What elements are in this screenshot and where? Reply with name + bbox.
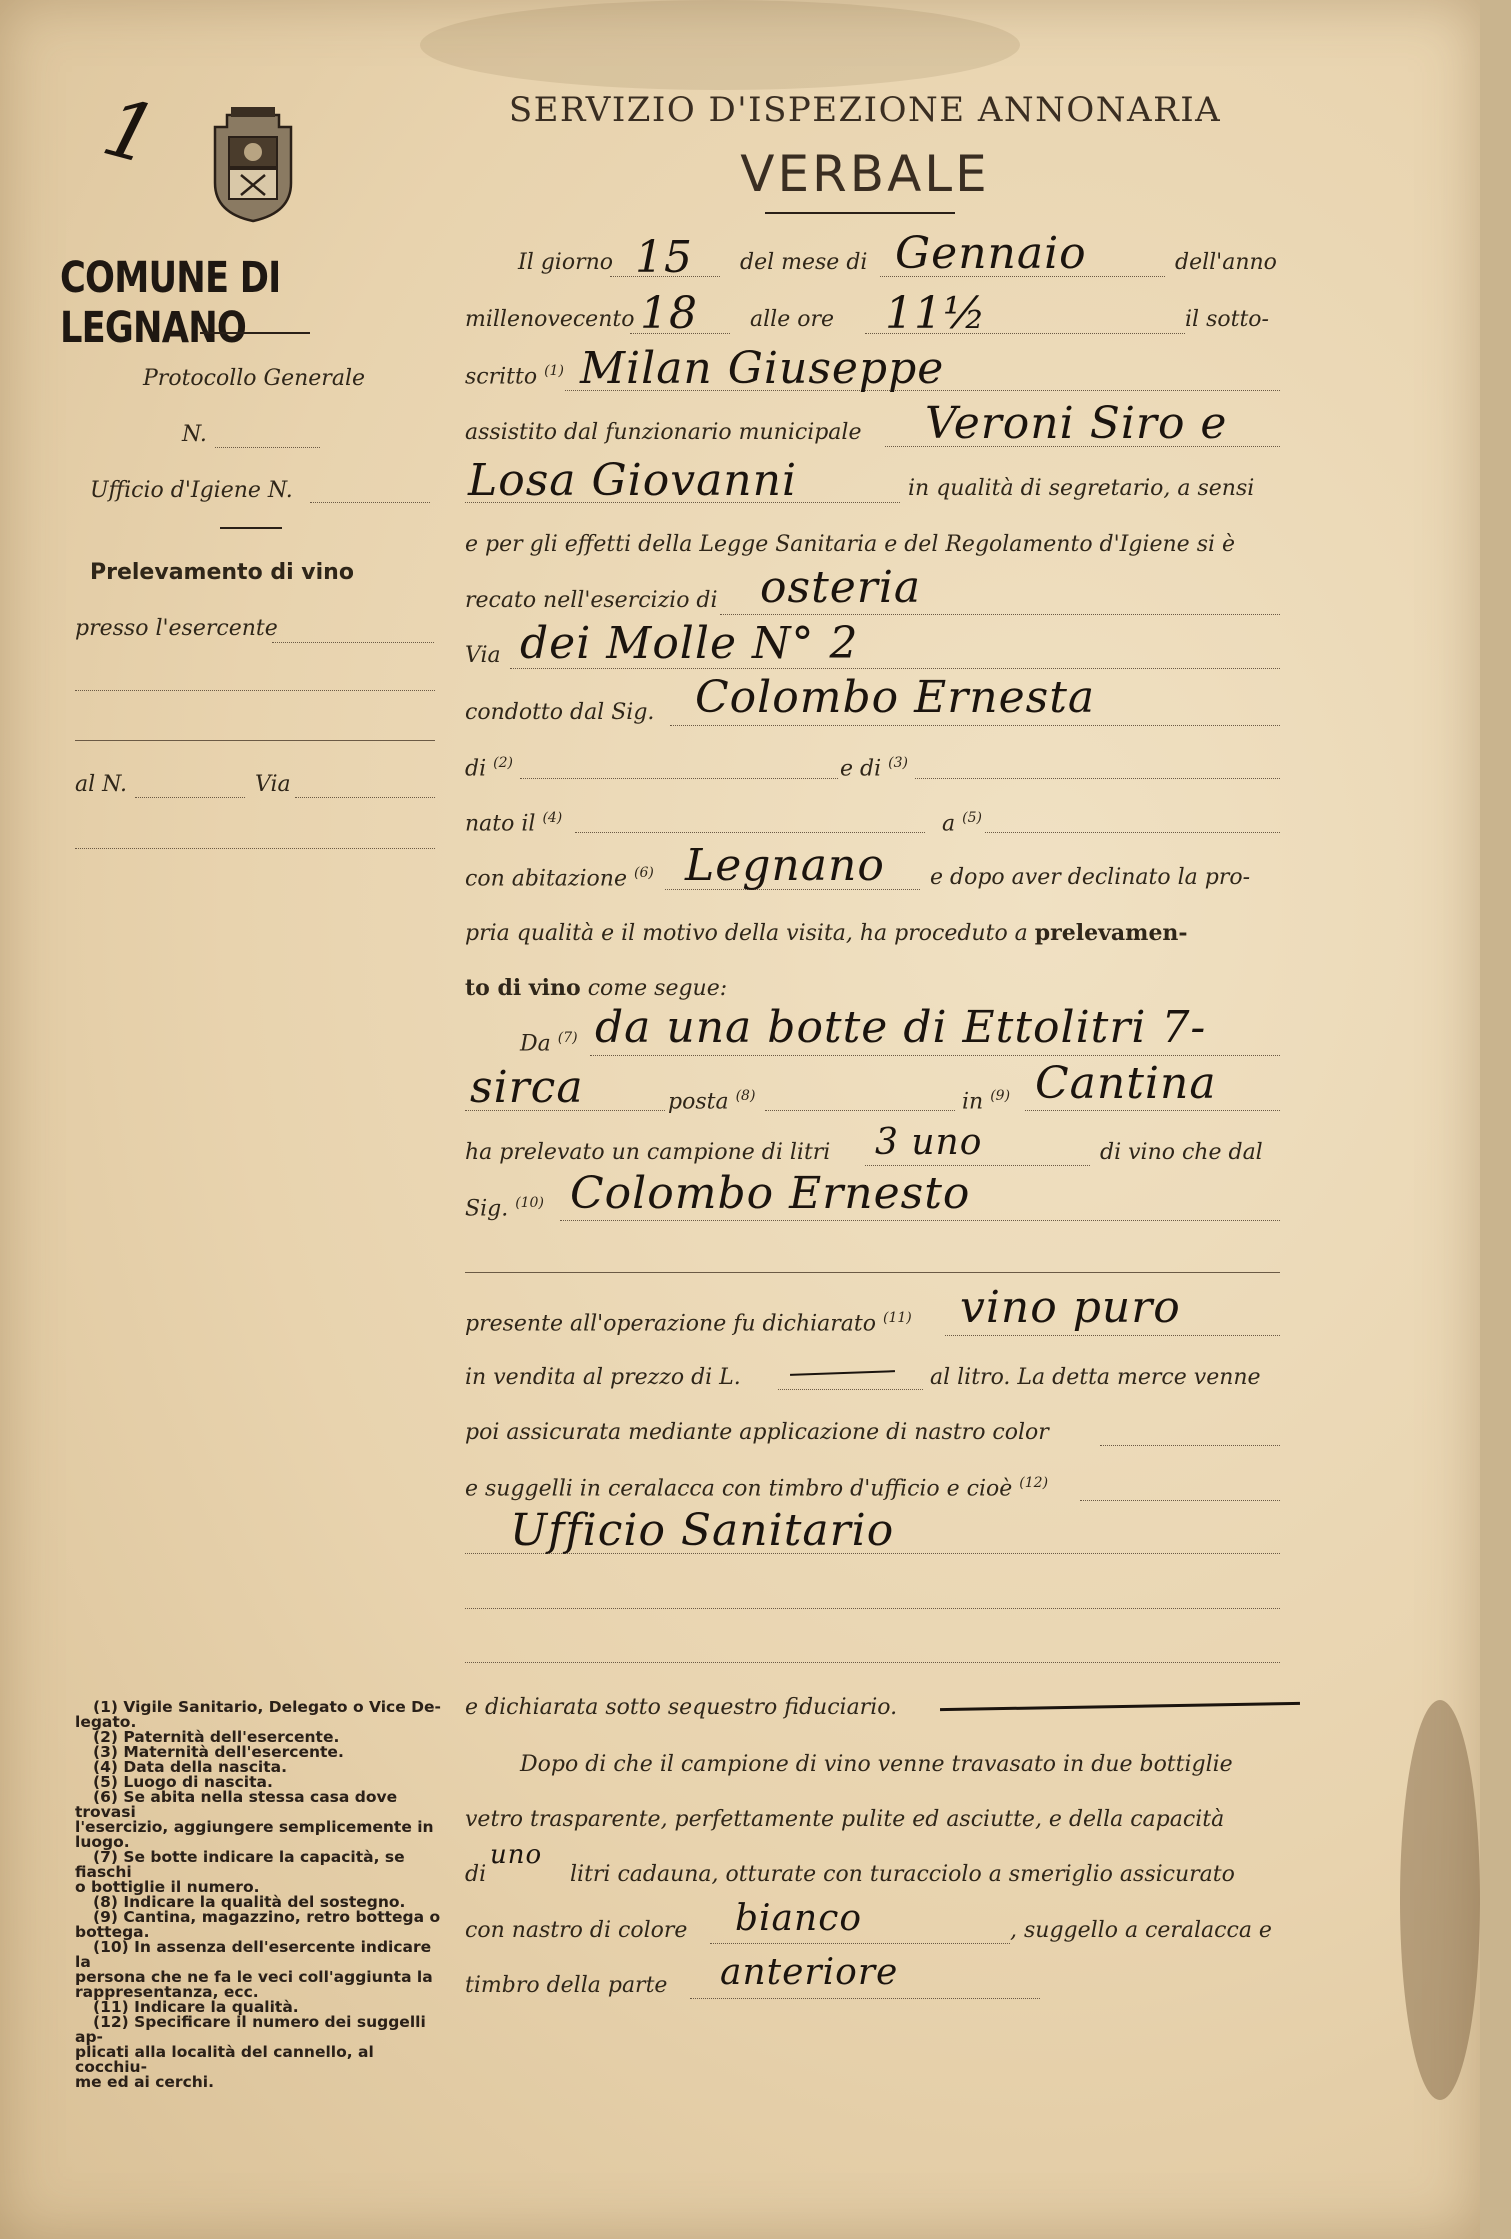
- litri-value[interactable]: 3 uno: [875, 1122, 983, 1163]
- footnote-line: (5) Luogo di nascita.: [93, 1773, 273, 1791]
- esercizio-value[interactable]: osteria: [760, 562, 922, 613]
- via-value[interactable]: dei Molle N° 2: [520, 618, 859, 669]
- protocollo-number-label: N.: [182, 422, 207, 447]
- anno-value[interactable]: 18: [640, 288, 698, 339]
- del-mese-label: del mese di: [740, 250, 868, 275]
- di-capacita-label: di: [465, 1862, 487, 1887]
- footnote-line: rappresentanza, ecc.: [75, 1983, 259, 2001]
- presso-line-3: [75, 740, 435, 741]
- to-di-vino-text: to di vino come segue:: [465, 975, 728, 1001]
- nastro-value[interactable]: bianco: [735, 1898, 863, 1939]
- footnote-line: (10) In assenza dell'esercente indicare la: [75, 1938, 432, 1971]
- via-label: Via: [255, 772, 291, 797]
- suggelli-text: e suggelli in ceralacca con timbro d'ufficio e cioè $^{(12)}$: [465, 1475, 1049, 1502]
- blank-line-2: [465, 1608, 1280, 1609]
- footnote-line: persona che ne fa le veci coll'aggiunta la: [75, 1968, 433, 1986]
- dichiarato-line: [945, 1335, 1280, 1336]
- paper-stain: [1400, 1700, 1480, 2100]
- footnote-line: (11) Indicare la qualità.: [93, 1998, 299, 2016]
- dell-anno-label: dell'anno: [1175, 250, 1277, 275]
- millenovecento-label: millenovecento: [465, 307, 635, 332]
- timbro-value[interactable]: Ufficio Sanitario: [510, 1505, 895, 1556]
- suggelli-line: [1080, 1500, 1280, 1501]
- in-qualita-label: in qualità di segretario, a sensi: [908, 476, 1255, 501]
- recato-label: recato nell'esercizio di: [465, 588, 718, 613]
- mese-value[interactable]: Gennaio: [895, 228, 1087, 279]
- nastro-line: [710, 1943, 1010, 1944]
- pria-qualita-text: pria qualità e il motivo della visita, ha proceduto a prelevamen-: [465, 920, 1188, 946]
- di-label: di $^{(2)}$: [465, 755, 513, 782]
- sig-label: Sig. $^{(10)}$: [465, 1195, 544, 1222]
- ornament-divider: [200, 332, 310, 334]
- vetro-text: vetro trasparente, perfettamente pulite ed asciutte, e della capacità: [465, 1807, 1225, 1832]
- al-n-label: al N.: [75, 772, 127, 797]
- footnote-line: me ed ai cerchi.: [75, 2073, 215, 2091]
- condotto-value[interactable]: Colombo Ernesta: [695, 672, 1096, 723]
- footnote-line: (8) Indicare la qualità del sostegno.: [93, 1893, 406, 1911]
- funzionario-value[interactable]: Veroni Siro e: [925, 398, 1228, 449]
- title-divider: [765, 212, 955, 214]
- suggello-text: , suggello a ceralacca e: [1010, 1918, 1272, 1943]
- footnote-line: plicati alla località del cannello, al cocchiu-: [75, 2043, 374, 2076]
- footnote-line: (6) Se abita nella stessa casa dove trovasi: [75, 1788, 398, 1821]
- footnote-line: (7) Se botte indicare la capacità, se fiaschi: [75, 1848, 405, 1881]
- footnote-line: (4) Data della nascita.: [93, 1758, 288, 1776]
- e-di-label: e di $^{(3)}$: [840, 755, 908, 782]
- dopo-di-text: Dopo di che il campione di vino venne travasato in due bottiglie: [520, 1752, 1233, 1777]
- via-line-2: [75, 848, 435, 849]
- parte-value[interactable]: anteriore: [720, 1952, 899, 1993]
- posta-label: posta $^{(8)}$: [668, 1088, 756, 1115]
- footnote-line: (2) Paternità dell'esercente.: [93, 1728, 340, 1746]
- in-vendita-label: in vendita al prezzo di L.: [465, 1365, 741, 1390]
- to-di-vino-bold: to di vino: [465, 975, 581, 1001]
- nato-line: [575, 832, 925, 833]
- da-label: Da $^{(7)}$: [520, 1030, 578, 1057]
- presso-line: [272, 642, 434, 643]
- protocollo-label: Protocollo Generale: [143, 366, 365, 391]
- condotto-line: [670, 725, 1280, 726]
- da-line: [590, 1055, 1280, 1056]
- di-vino-che-label: di vino che dal: [1100, 1140, 1263, 1165]
- il-giorno-label: Il giorno: [518, 250, 614, 275]
- posta-line: [765, 1110, 955, 1111]
- segretario-value[interactable]: Losa Giovanni: [468, 455, 798, 506]
- protocollo-number-line: [215, 447, 320, 448]
- blank-line-3: [465, 1662, 1280, 1663]
- abitazione-value[interactable]: Legnano: [685, 840, 885, 891]
- assistito-label: assistito dal funzionario municipale: [465, 420, 862, 445]
- blank-line: [465, 1272, 1280, 1273]
- con-abitazione-label: con abitazione $^{(6)}$: [465, 865, 654, 892]
- prezzo-line: [778, 1389, 923, 1390]
- footnote-line: bottega.: [75, 1923, 150, 1941]
- in-value[interactable]: Cantina: [1035, 1058, 1217, 1109]
- a-line: [985, 832, 1280, 833]
- commune-name: COMUNE DI LEGNANO: [60, 253, 281, 353]
- alle-ore-label: alle ore: [750, 307, 834, 332]
- da-value-2[interactable]: sirca: [470, 1062, 584, 1113]
- page-edge: [1480, 0, 1511, 2239]
- prelevamen-bold: prelevamen-: [1034, 920, 1188, 946]
- esercizio-line: [720, 614, 1280, 615]
- paper-stain: [420, 0, 1020, 90]
- litri-line: [865, 1165, 1090, 1166]
- footnote-line: (3) Maternità dell'esercente.: [93, 1743, 344, 1761]
- footnote-line: legato.: [75, 1713, 137, 1731]
- al-n-line: [135, 797, 245, 798]
- footnotes-block: [75, 1700, 445, 2090]
- handwritten-mark: 1: [93, 79, 169, 184]
- da-value[interactable]: da una botte di Ettolitri 7-: [595, 1002, 1207, 1053]
- sig-line: [560, 1220, 1280, 1221]
- sig-value[interactable]: Colombo Ernesto: [570, 1168, 971, 1219]
- footnote-line: l'esercizio, aggiungere semplicemente in luogo.: [75, 1818, 434, 1851]
- il-sotto-label: il sotto-: [1185, 307, 1269, 332]
- small-divider: [220, 527, 282, 529]
- footnote-line: (12) Specificare il numero dei suggelli ap-: [75, 2013, 426, 2046]
- a-label: a $^{(5)}$: [942, 810, 982, 837]
- presso-line-2: [75, 690, 435, 691]
- dichiarata-dash: [940, 1702, 1300, 1711]
- al-litro-text: al litro. La detta merce venne: [930, 1365, 1261, 1390]
- condotto-label: condotto dal Sig.: [465, 700, 655, 725]
- scritto-label: scritto $^{(1)}$: [465, 363, 564, 390]
- verbale-title: VERBALE: [740, 145, 990, 203]
- prelevamento-heading: Prelevamento di vino: [90, 560, 354, 585]
- footnote-line: o bottiglie il numero.: [75, 1878, 260, 1896]
- service-title: SERVIZIO D'ISPEZIONE ANNONARIA: [508, 90, 1222, 130]
- timbro-parte-label: timbro della parte: [465, 1973, 668, 1998]
- nato-label: nato il $^{(4)}$: [465, 810, 563, 837]
- ore-value[interactable]: 11½: [885, 288, 987, 339]
- in-line: [1025, 1110, 1280, 1111]
- coat-of-arms-icon: [205, 105, 301, 225]
- via-line: [295, 797, 435, 798]
- prezzo-dash: [790, 1370, 895, 1376]
- ufficio-line: [310, 502, 430, 503]
- in-label: in $^{(9)}$: [962, 1088, 1011, 1115]
- footnote-line: (9) Cantina, magazzino, retro bottega o: [93, 1908, 441, 1926]
- parte-line: [690, 1998, 1040, 1999]
- footnote-line: (1) Vigile Sanitario, Delegato o Vice De-: [93, 1698, 441, 1716]
- capacita-value[interactable]: uno: [490, 1840, 543, 1870]
- nastro-color-line: [1100, 1445, 1280, 1446]
- presente-label: presente all'operazione fu dichiarato $^{(11)}$: [465, 1310, 912, 1337]
- ha-prelevato-label: ha prelevato un campione di litri: [465, 1140, 831, 1165]
- dopo-aver-text: e dopo aver declinato la pro-: [930, 865, 1251, 890]
- dichiarato-value[interactable]: vino puro: [960, 1282, 1181, 1333]
- poi-assicurata-text: poi assicurata mediante applicazione di nastro color: [465, 1420, 1049, 1445]
- dichiarata-text: e dichiarata sotto sequestro fiduciario.: [465, 1695, 898, 1720]
- per-gli-effetti-text: e per gli effetti della Legge Sanitaria e del Regolamento d'Igiene si è: [465, 532, 1236, 557]
- scritto-value[interactable]: Milan Giuseppe: [580, 343, 945, 394]
- di-line: [520, 778, 838, 779]
- via-form-label: Via: [465, 643, 501, 668]
- ufficio-label: Ufficio d'Igiene N.: [90, 478, 293, 503]
- giorno-value[interactable]: 15: [635, 232, 693, 283]
- presso-label: presso l'esercente: [75, 616, 278, 641]
- e-di-line: [915, 778, 1280, 779]
- con-nastro-label: con nastro di colore: [465, 1918, 688, 1943]
- litri-cadauna-text: litri cadauna, otturate con turacciolo a smeriglio assicurato: [570, 1862, 1235, 1887]
